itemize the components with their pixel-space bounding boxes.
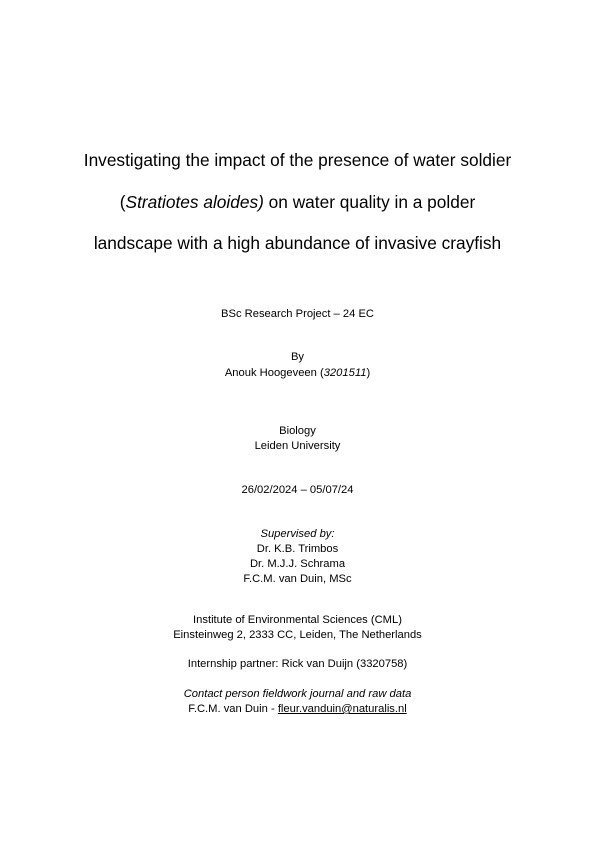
supervisor-1-text: Dr. K.B. Trimbos [256,543,339,555]
study-program-text: Biology [279,425,316,437]
title-line-2-text: on water quality in a polder [263,192,476,212]
title-line-3-text: landscape with a high abundance of invasive crayfish [93,233,502,253]
project-type-text: BSc Research Project – 24 EC [221,308,374,320]
supervisor-1 [0,542,595,556]
internship-partner-text: Internship partner: Rick van Duijn (3320758) [187,658,408,670]
author-name-text: Anouk Hoogeveen ( [224,367,324,379]
contact-name: F.C.M. van Duin - [188,703,278,715]
study-university [0,439,595,453]
contact-heading-text: Contact person fieldwork journal and raw data [183,688,412,700]
internship-partner [0,657,595,671]
supervision-heading-text: Supervised by: [260,528,335,540]
supervisor-3-text: F.C.M. van Duin, MSc [243,573,352,585]
study-university-text: Leiden University [254,440,341,452]
contact-person [0,702,595,716]
title-line-3 [0,232,595,254]
title-line-1-text: Investigating the impact of the presence of water soldier [83,150,512,170]
project-period-text: 26/02/2024 – 05/07/24 [241,484,354,496]
contact-heading [0,687,595,701]
study-program [0,424,595,438]
title-line-2 [0,191,595,213]
supervisor-3 [0,572,595,586]
institute-address [0,628,595,642]
title-open-paren: ( [119,192,126,212]
institute-name [0,613,595,627]
supervisor-2 [0,557,595,571]
title-species-name: Stratiotes aloides) [125,192,264,212]
project-type [0,307,595,321]
project-period [0,483,595,497]
author-by [0,350,595,364]
institute-address-text: Einsteinweg 2, 2333 CC, Leiden, The Netherlands [173,629,422,641]
supervisor-2-text: Dr. M.J.J. Schrama [249,558,346,570]
author-name [0,366,595,380]
author-student-number: 3201511 [323,367,367,379]
contact-email-link[interactable]: fleur.vanduin@naturalis.nl [277,703,407,715]
institute-name-text: Institute of Environmental Sciences (CML) [193,614,402,626]
author-by-text: By [290,351,305,363]
author-close-paren: ) [366,367,371,379]
supervision-heading [0,527,595,541]
title-line-1 [0,149,595,171]
